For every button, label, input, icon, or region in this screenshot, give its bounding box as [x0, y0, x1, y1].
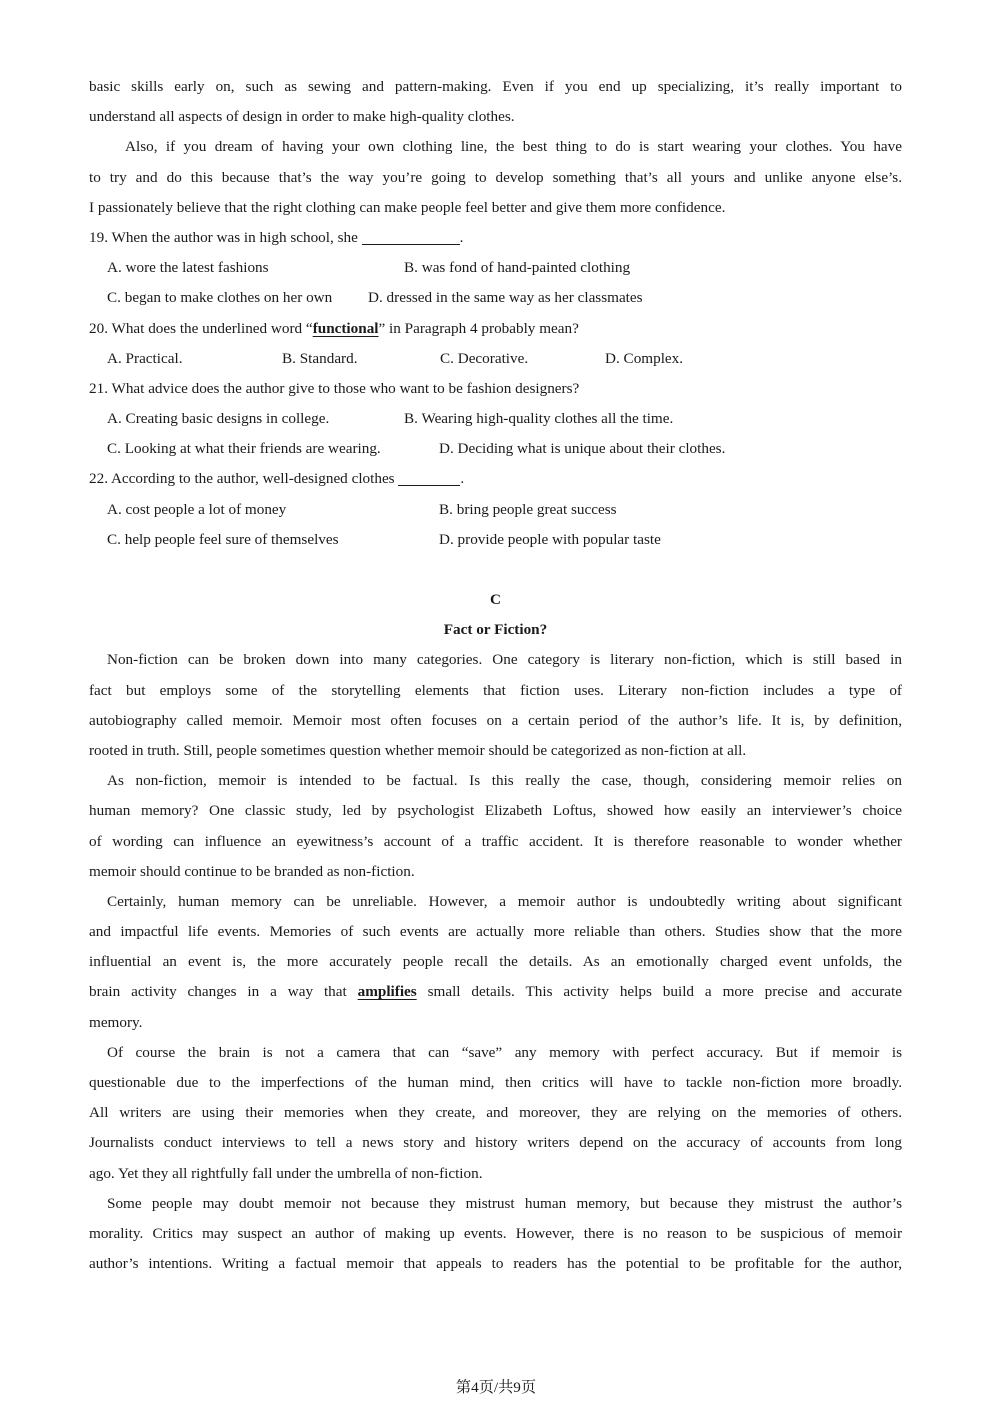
- text-line: [89, 977, 902, 1007]
- text-line: Of course the brain is not a camera that can “save” any memory with perfect accuracy. But if memoir is: [107, 1043, 902, 1061]
- text-line: understand all aspects of design in order to make high-quality clothes.: [89, 108, 515, 126]
- answer-blank: [398, 467, 460, 486]
- page-number-footer: 第4页/共9页: [455, 1379, 537, 1396]
- text-line: to try and do this because that’s the way you’re going to develop something that’s all yours and unlike anyone else’s.: [89, 168, 902, 186]
- option-a: A. wore the latest fashions: [107, 259, 269, 277]
- option-c: C. Decorative.: [440, 349, 529, 367]
- stem-text: 19. When the author was in high school, she: [89, 228, 358, 246]
- text-line: autobiography called memoir. Memoir most often focuses on a certain period of the author’s life. It is, by definition,: [89, 711, 902, 729]
- option-b: B. Standard.: [282, 349, 358, 367]
- text-line: I passionately believe that the right clothing can make people feel better and give them more confidence.: [89, 198, 726, 216]
- stem-text: ” in Paragraph 4 probably mean?: [378, 319, 579, 337]
- section-letter: C: [490, 591, 501, 608]
- answer-blank: [362, 226, 460, 245]
- text-line: As non-fiction, memoir is intended to be factual. Is this really the case, though, considering memoir relies on: [107, 772, 902, 790]
- section-gap: [89, 555, 902, 585]
- stem-text: 22. According to the author, well-designed clothes: [89, 470, 395, 488]
- option-a: A. cost people a lot of money: [107, 500, 287, 518]
- text-line: human memory? One classic study, led by psychologist Elizabeth Loftus, showed how easily an interviewer’s choice: [89, 802, 902, 820]
- stem-text: 20. What does the underlined word “: [89, 319, 313, 337]
- question-stem: 21. What advice does the author give to those who want to be fashion designers?: [89, 379, 580, 397]
- text-line: ago. Yet they all rightfully fall under the umbrella of non-fiction.: [89, 1164, 483, 1182]
- question-19: [89, 223, 902, 314]
- passage-c-paragraph-3: [89, 887, 902, 1038]
- option-row: [89, 344, 902, 374]
- option-c: C. Looking at what their friends are wearing.: [107, 440, 381, 458]
- text-segment: small details. This activity helps build a more precise and accurate: [427, 983, 902, 1001]
- underlined-word: functional: [312, 319, 379, 337]
- text-line: questionable due to the imperfections of the human mind, then critics will have to tackle non-fiction more broadly.: [89, 1074, 902, 1091]
- option-a: A. Practical.: [107, 349, 183, 367]
- text-segment: brain activity changes in a way that: [89, 983, 347, 1001]
- passage-c-paragraph-1: [89, 645, 902, 766]
- question-22: [89, 464, 902, 555]
- text-line: Non-fiction can be broken down into many categories. One category is literary non-fiction, which is still based in: [107, 651, 902, 669]
- text-line: morality. Critics may suspect an author of making up events. However, there is no reason to be suspicious of memoir: [89, 1224, 902, 1242]
- text-line: influential an event is, the more accurately people recall the details. As an emotionally charged event unfolds, the: [89, 953, 902, 971]
- text-line: author’s intentions. Writing a factual memoir that appeals to readers has the potential to be profitable for the author,: [89, 1255, 902, 1273]
- option-d: D. Complex.: [605, 349, 684, 367]
- question-stem: [89, 223, 902, 253]
- option-b: B. was fond of hand-painted clothing: [404, 259, 631, 277]
- stem-end: .: [459, 228, 464, 246]
- text-line: fact but employs some of the storytelling elements that fiction uses. Literary non-fiction includes a type of: [89, 681, 902, 699]
- text-line: Some people may doubt memoir not because they mistrust human memory, but because they mistrust the author’s: [107, 1194, 902, 1212]
- text-line: Journalists conduct interviews to tell a news story and history writers depend on the accuracy of accounts from long: [89, 1134, 902, 1152]
- stem-end: .: [460, 470, 465, 488]
- option-row: [89, 404, 902, 434]
- option-d: D. provide people with popular taste: [439, 530, 661, 548]
- passage-c-paragraph-2: [89, 766, 902, 887]
- text-line: memory.: [89, 1013, 143, 1031]
- option-row: [89, 434, 902, 464]
- text-line: and impactful life events. Memories of such events are actually more reliable than others. Studies show that the more: [89, 923, 902, 941]
- option-c: C. help people feel sure of themselves: [107, 530, 339, 548]
- text-line: of wording can influence an eyewitness’s account of a traffic accident. It is therefore reasonable to wonder whether: [89, 832, 902, 850]
- text-line: memoir should continue to be branded as non-fiction.: [89, 862, 415, 880]
- question-21: [89, 374, 902, 465]
- question-stem: [89, 464, 902, 494]
- passage-c-paragraph-5: [89, 1189, 902, 1280]
- passage-b-paragraph: [89, 132, 902, 223]
- passage-c-paragraph-4: [89, 1038, 902, 1189]
- text-line: All writers are using their memories when they create, and moreover, they are relying on the memories of others.: [89, 1104, 902, 1122]
- passage-title: Fact or Fiction?: [443, 621, 548, 639]
- option-b: B. bring people great success: [439, 500, 617, 518]
- text-line: rooted in truth. Still, people sometimes question whether memoir should be categorized as non-fiction at all.: [89, 741, 747, 759]
- question-stem: [89, 314, 902, 344]
- text-line: Also, if you dream of having your own clothing line, the best thing to do is start wearing your clothes. You have: [125, 138, 902, 156]
- passage-b-paragraph: [89, 72, 902, 132]
- option-row: [89, 253, 902, 283]
- question-20: [89, 314, 902, 374]
- option-c: C. began to make clothes on her own: [107, 289, 333, 307]
- option-d: D. dressed in the same way as her classmates: [368, 289, 643, 307]
- underlined-word: amplifies: [357, 983, 417, 1001]
- option-b: B. Wearing high-quality clothes all the time.: [404, 410, 674, 428]
- page-content: [89, 72, 902, 1279]
- text-line: Certainly, human memory can be unreliable. However, a memoir author is undoubtedly writing about significant: [107, 892, 902, 910]
- option-row: [89, 283, 902, 313]
- text-line: basic skills early on, such as sewing and pattern-making. Even if you end up specializing, it’s really important to: [89, 78, 902, 95]
- option-row: [89, 495, 902, 525]
- option-a: A. Creating basic designs in college.: [107, 410, 330, 428]
- option-d: D. Deciding what is unique about their clothes.: [439, 440, 726, 458]
- option-row: [89, 525, 902, 555]
